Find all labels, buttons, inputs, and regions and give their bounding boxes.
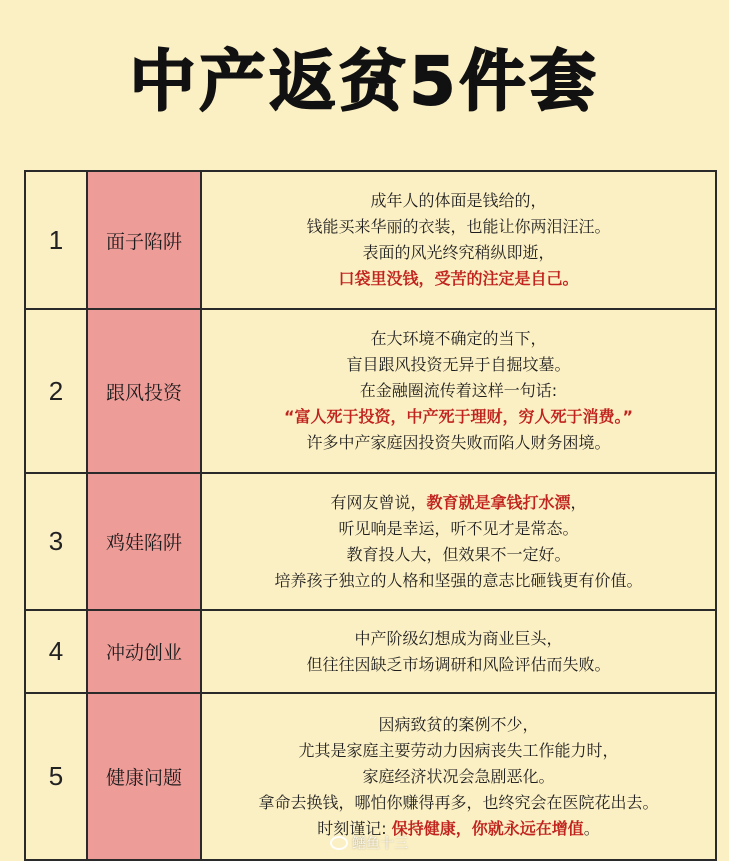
- description-line: [202, 790, 715, 816]
- highlight-text: “富人死于投资，中产死于理财，穷人死于消费。”: [283, 407, 634, 426]
- line-text: 中产阶级幻想成为商业巨头，: [354, 628, 563, 648]
- trap-label: 冲动创业: [87, 610, 201, 693]
- highlight-text: 口袋里没钱，受苦的注定是自己。: [338, 269, 579, 288]
- line-text: 成年人的体面是钱给的，: [370, 191, 547, 210]
- description-line: [202, 266, 715, 292]
- trap-description: [201, 693, 716, 860]
- line-text: 家庭经济状况会急剧恶化。: [362, 766, 555, 786]
- trap-label: 面子陷阱: [87, 171, 201, 309]
- description-line: [202, 542, 715, 568]
- description-line: [202, 568, 715, 594]
- line-text: 培养孩子独立的人格和坚强的意志比砸钱更有价值。: [274, 570, 643, 590]
- line-text: 因病致贫的案例不少，: [378, 714, 539, 734]
- row-number: 5: [25, 693, 87, 860]
- row-number: 3: [25, 473, 87, 610]
- watermark: [330, 833, 408, 853]
- description-line: [202, 404, 715, 430]
- description-line: [202, 516, 715, 542]
- description-line: [202, 764, 715, 790]
- line-text: 在大环境不确定的当下，: [370, 329, 547, 348]
- highlight-text: 保持健康，你就永远在增值: [391, 818, 584, 838]
- trap-description: [201, 171, 716, 309]
- line-text: 。: [583, 818, 600, 838]
- line-text: 许多中产家庭因投资失败而陷人财务困境。: [306, 433, 611, 452]
- description-line: [202, 712, 715, 738]
- description-line: [202, 430, 715, 456]
- line-text: ，: [570, 492, 587, 512]
- line-text: 但往往因缺乏市场调研和风险评估而失败。: [306, 654, 611, 674]
- highlight-text: 教育就是拿钱打水漂: [426, 492, 571, 512]
- trap-description: [201, 610, 716, 693]
- description-line: [202, 214, 715, 240]
- line-text: 拿命去换钱，哪怕你赚得再多，也终究会在医院花出去。: [258, 792, 659, 812]
- traps-table: [24, 170, 717, 861]
- trap-label: 健康问题: [87, 693, 201, 860]
- table-row: [25, 309, 716, 473]
- line-text: 在金融圈流传着这样一句话:: [359, 381, 558, 400]
- description-line: [202, 490, 715, 516]
- description-line: [202, 738, 715, 764]
- table-row: [25, 610, 716, 693]
- row-number: 1: [25, 171, 87, 309]
- description-line: [202, 626, 715, 652]
- page-title: 中产返贫5件套: [129, 43, 600, 120]
- description-line: [202, 378, 715, 404]
- description-line: [202, 352, 715, 378]
- trap-label: 鸡娃陷阱: [87, 473, 201, 610]
- trap-label: 跟风投资: [87, 309, 201, 473]
- line-text: 听见响是幸运，听不见才是常态。: [338, 518, 579, 538]
- line-text: 钱能买来华丽的衣装，也能让你两泪汪汪。: [306, 217, 611, 236]
- description-line: [202, 240, 715, 266]
- weibo-icon: [330, 836, 348, 850]
- watermark-text: 鳝鱼十三: [352, 836, 408, 852]
- row-number: 2: [25, 309, 87, 473]
- description-line: [202, 188, 715, 214]
- table-row: [25, 171, 716, 309]
- line-text: 时刻谨记:: [317, 818, 392, 838]
- line-text: 表面的风光终究稍纵即逝，: [362, 243, 555, 262]
- trap-description: [201, 309, 716, 473]
- line-text: 有网友曾说，: [330, 492, 427, 512]
- line-text: 盲目跟风投资无异于自掘坟墓。: [346, 355, 571, 374]
- row-number: 4: [25, 610, 87, 693]
- line-text: 教育投人大，但效果不一定好。: [346, 544, 571, 564]
- trap-description: [201, 473, 716, 610]
- description-line: [202, 816, 715, 842]
- line-text: 尤其是家庭主要劳动力因病丧失工作能力时，: [298, 740, 619, 760]
- description-line: [202, 326, 715, 352]
- description-line: [202, 652, 715, 678]
- table-row: [25, 473, 716, 610]
